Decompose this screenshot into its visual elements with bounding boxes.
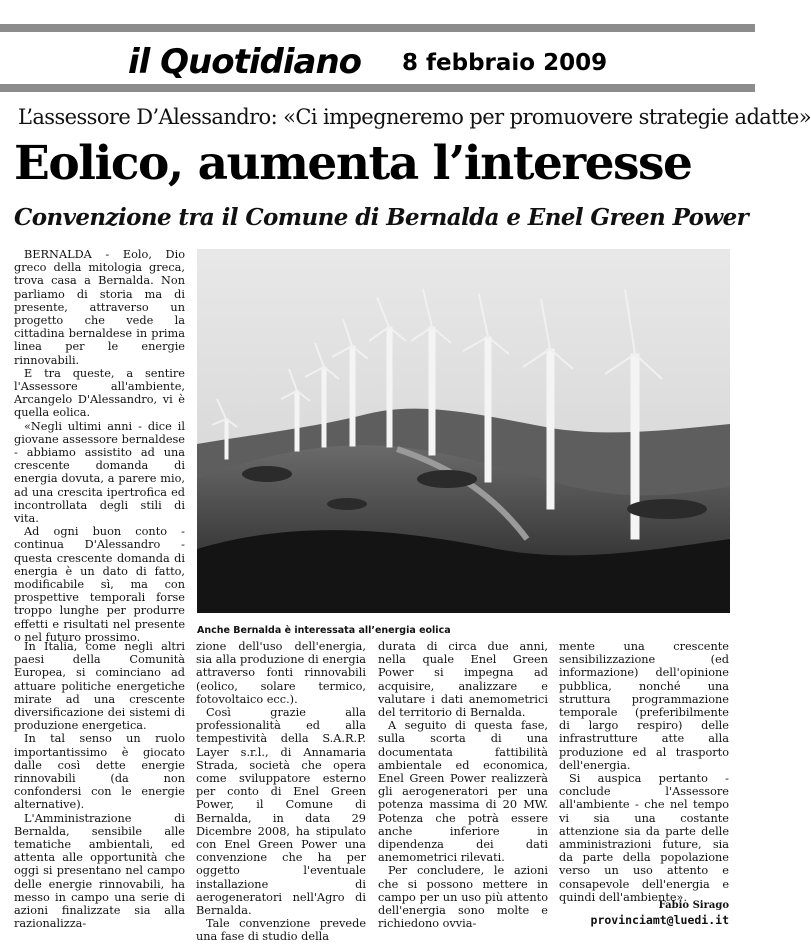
author-name: Fabio Sirago — [658, 900, 729, 911]
paragraph: In Italia, come negli altri paesi della Comunità Europea, si cominciano ad attuare politiche energetiche mirate ad una crescente diversificazione dei sistemi di produzione energetica. — [14, 640, 185, 733]
author-email: provinciamt@luedi.it — [590, 913, 729, 927]
paragraph: E tra queste, a sentire l'Assessore all'ambiente, Arcangelo D'Alessandro, vi è quella eolica. — [14, 366, 185, 420]
paragraph: Così grazie alla professionalità ed alla tempestività della S.A.R.P. Layer s.r.l., di Annamaria Strada, società che opera come sviluppatore esterno per conto di Enel Green Power, il Comune di Bernalda, in data 29 Dicembre 2008, ha stipulato con Enel Green Power una convenzione che ha per oggetto l'eventuale installazione di aerogeneratori nell'Agro di Bernalda. — [196, 706, 366, 918]
paragraph: Tale convenzione prevede una fase di studio della — [196, 917, 366, 944]
article-subhead: Convenzione tra il Comune di Bernalda e Enel Green Power — [14, 204, 749, 231]
column-4 — [559, 640, 729, 912]
paragraph: «Negli ultimi anni - dice il giovane assessore bernaldese - abbiamo assistito ad una crescente domanda di energia dovuta, a parere mio, ad una crescita ipertrofica ed incontrollata degli stili di vita. — [14, 419, 185, 526]
article-kicker: L’assessore D’Alessandro: «Ci impegneremo per promuovere strategie adatte» — [18, 105, 811, 129]
paragraph: Ad ogni buon conto - continua D'Alessandro - questa crescente domanda di energia è un dato di fatto, modificabile sì, ma con prospettive temporali forse troppo lunghe per produrre effetti e risultati nel presente o nel futuro prossimo. — [14, 525, 185, 644]
paragraph: durata di circa due anni, nella quale Enel Green Power si impegna ad acquisire, analizzare e valutare i dati anemometrici del territorio di Bernalda. — [378, 640, 548, 720]
paragraph: A seguito di questa fase, sulla scorta di una documentata fattibilità ambientale ed economica, Enel Green Power realizzerà gli aerogeneratori per una potenza massima di 20 MW. Potenza che potrà essere anche inferiore in dipendenza dei dati anemometrici rilevati. — [378, 719, 548, 865]
header-rule — [0, 84, 755, 92]
paragraph: mente una crescente sensibilizzazione (ed informazione) dell'opinione pubblica, nonché una struttura programmazione temporale (preferibilmente di largo respiro) delle infrastrutture atte alla produzione ed al trasporto dell'energia. — [559, 640, 729, 772]
paragraph: BERNALDA - Eolo, Dio greco della mitologia greca, trova casa a Bernalda. Non parliamo di storia ma di presente, attraverso un progetto che vede la cittadina bernaldese in prima linea per le energie rinnovabili. — [14, 248, 185, 367]
column-2 — [196, 640, 366, 944]
article-headline: Eolico, aumenta l’interesse — [14, 136, 692, 191]
column-1-bottom — [14, 640, 185, 930]
paragraph: Per concludere, le azioni che si possono mettere in campo per un uso più attento dell'energia sono molte e richiedono ovvia- — [378, 864, 548, 931]
photo-caption: Anche Bernalda è interessata all’energia eolica — [197, 625, 451, 636]
paragraph: Si auspica pertanto - conclude l'Assessore all'ambiente - che nel tempo vi sia una costante attenzione sia da parte delle amministrazioni future, sia da parte della popolazione verso un uso attento e consapevole dell'energia e quindi dell'ambiente». — [559, 772, 729, 904]
wind-farm-photo — [197, 249, 730, 613]
top-rule — [0, 24, 755, 32]
paragraph: L'Amministrazione di Bernalda, sensibile alle tematiche ambientali, ed attenta alle opportunità che oggi si presentano nel campo delle energie rinnovabili, ha messo in campo una serie di azioni finalizzate sia alla razionalizza- — [14, 811, 185, 931]
masthead-logo: il Quotidiano — [128, 42, 362, 82]
column-3 — [378, 640, 548, 930]
paragraph: zione dell'uso dell'energia, sia alla produzione di energia attraverso fonti rinnovabili (eolico, solare termico, fotovoltaico ecc.). — [196, 640, 366, 706]
column-1-top — [14, 248, 185, 644]
paragraph: In tal senso un ruolo importantissimo è giocato dalle così dette energie rinnovabili (da non confondersi con le energie alternative). — [14, 732, 185, 812]
publication-date: 8 febbraio 2009 — [402, 50, 608, 76]
